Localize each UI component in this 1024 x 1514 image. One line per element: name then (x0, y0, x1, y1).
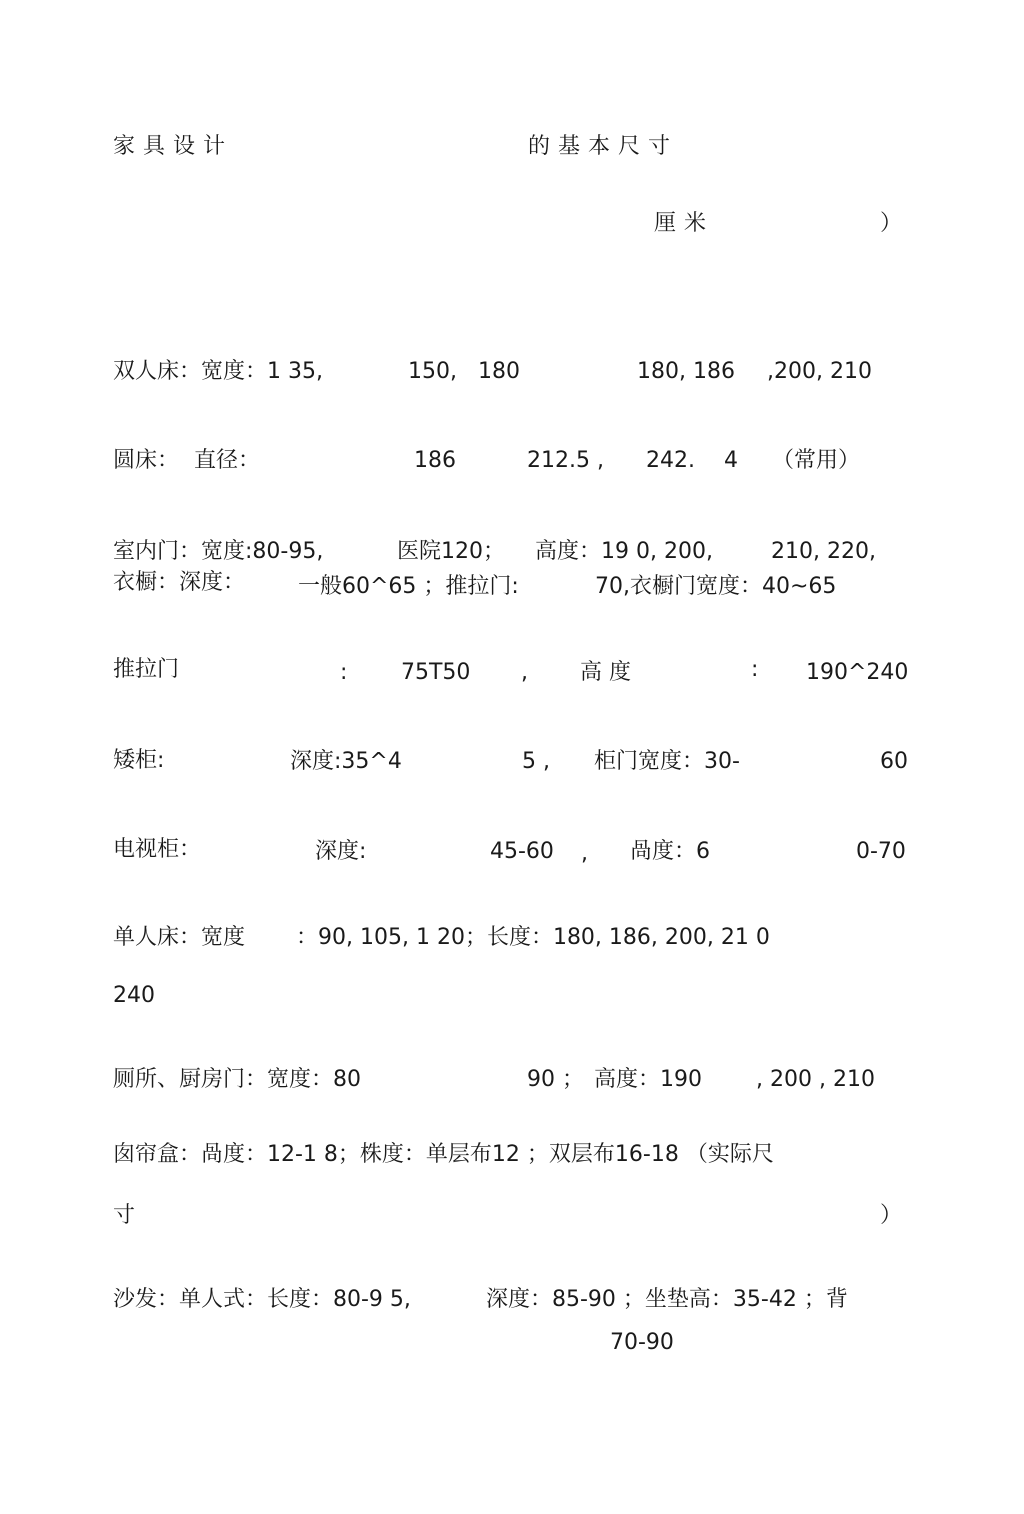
tv-cabinet-label: 电视柜： (113, 837, 202, 862)
low-cabinet-label: 矮柜: (113, 748, 165, 773)
sliding-door-width: 75T50 (401, 660, 471, 685)
round-bed-value-2: 212.5 , (527, 448, 604, 473)
sliding-door-height: 190^240 (806, 660, 909, 685)
wardrobe-label: 衣橱：深度： (113, 570, 246, 595)
tv-cabinet-depth-label: 深度: (315, 839, 367, 864)
tv-cabinet-height: 咼度：6 (630, 839, 710, 864)
sliding-door-comma: , (521, 660, 528, 685)
round-bed-note: （常用） (772, 448, 861, 473)
low-cabinet-depth: 深度:35^4 (290, 749, 402, 774)
double-bed-value-1: 150, (408, 359, 457, 384)
title-part-2: 的基本尺寸 (528, 134, 679, 159)
round-bed-label: 圆床： (113, 448, 180, 473)
tv-cabinet-height-cont: 0-70 (856, 839, 906, 864)
unit-label: 厘米 (654, 211, 715, 236)
toilet-door-label: 厕所、厨房门：宽度：80 (113, 1067, 361, 1092)
double-bed-value-2: 180 (478, 359, 520, 384)
curtain-box-close-paren: ） (880, 1203, 903, 1228)
double-bed-value-4: ,200, 210 (767, 359, 872, 384)
round-bed-diameter-label: 直径： (194, 448, 261, 473)
double-bed-value-3: 180, 186 (637, 359, 735, 384)
sofa-depth: 深度：85-90 ；坐垫高：35-42 ；背 (486, 1287, 848, 1312)
tv-cabinet-depth: 45-60 (490, 839, 554, 864)
sofa-text: 沙发：单人式：长度：80-9 5, (113, 1287, 411, 1312)
single-bed-values: ：90, 105, 1 20；长度：180, 186, 200, 21 0 (296, 925, 770, 950)
sliding-door-height-label: 高 度 (580, 660, 631, 685)
toilet-door-height-cont: , 200 , 210 (756, 1067, 875, 1092)
low-cabinet-door-width: 柜门宽度：30- (594, 749, 740, 774)
low-cabinet-door-width-cont: 60 (880, 749, 908, 774)
interior-door-height: 高度：19 0, 200, (535, 539, 713, 564)
wardrobe-door-width: 70,衣橱门宽度：40~65 (595, 574, 837, 599)
sofa-back-height: 70-90 (610, 1330, 674, 1355)
sliding-door-colon-2: : (751, 657, 759, 682)
toilet-door-width-cont: 90 ； (527, 1067, 584, 1092)
sliding-door-colon-1: : (340, 660, 348, 685)
toilet-door-height: 高度：190 (594, 1067, 702, 1092)
round-bed-value-1: 186 (414, 448, 456, 473)
wardrobe-general-depth: 一般60^65 ；推拉门: (298, 574, 519, 599)
curtain-box-cont: 寸 (113, 1203, 136, 1228)
single-bed-label: 单人床：宽度 (113, 925, 246, 950)
double-bed-label: 双人床：宽度：1 35, (113, 359, 323, 384)
interior-door-height-values: 210, 220, (771, 539, 876, 564)
title-part-1: 家具设计 (113, 134, 234, 159)
curtain-box-text: 囱帘盒：咼度：12-1 8；株度：单层布12 ；双层布16-18 （实际尺 (113, 1142, 774, 1167)
single-bed-extra: 240 (113, 983, 155, 1008)
interior-door-hospital: 医院120； (397, 539, 505, 564)
interior-door-label: 室内门：宽度:80-95, (113, 539, 324, 564)
low-cabinet-depth-cont: 5 , (522, 749, 550, 774)
unit-close-paren: ） (880, 211, 903, 236)
round-bed-value-3: 242. (646, 448, 695, 473)
sliding-door-label: 推拉门 (113, 657, 180, 682)
tv-cabinet-comma: , (581, 841, 588, 866)
round-bed-value-4: 4 (724, 448, 738, 473)
